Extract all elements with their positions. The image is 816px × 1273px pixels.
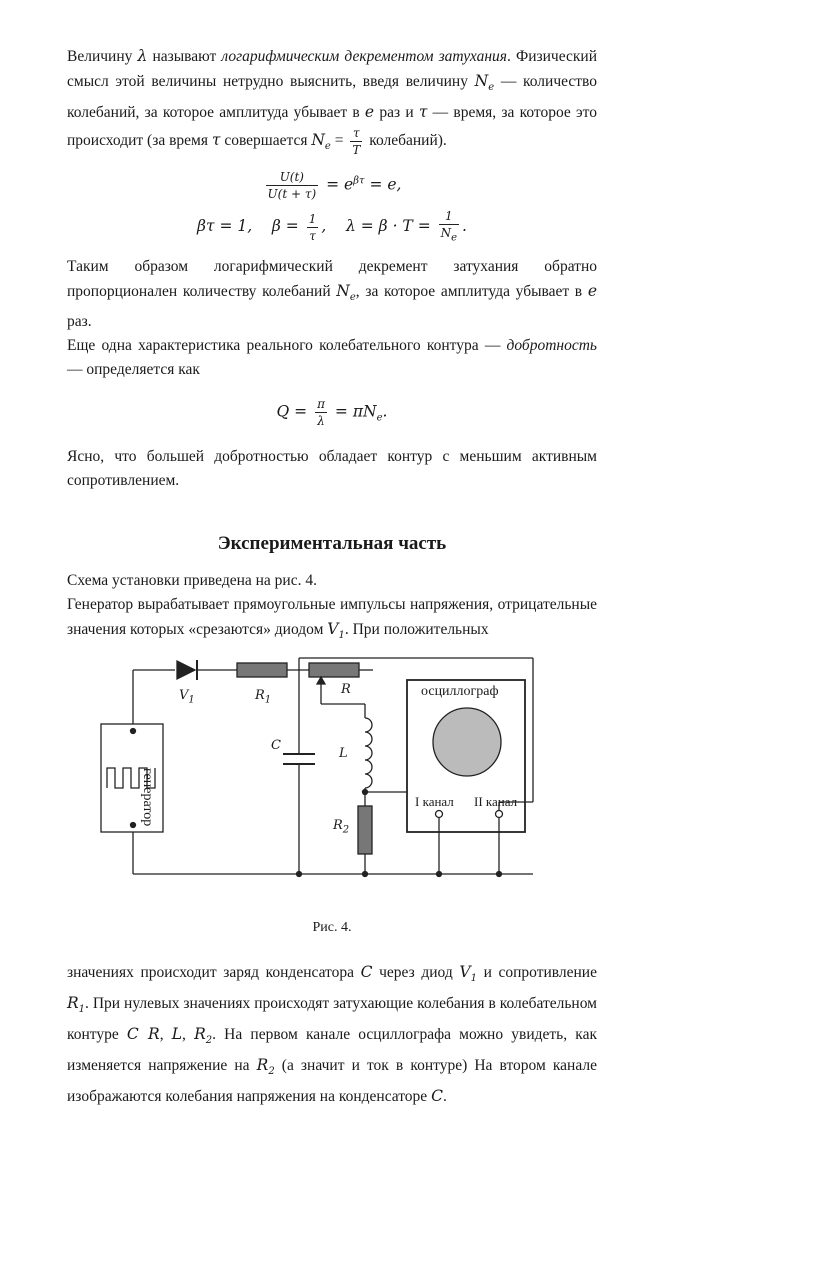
paragraph-quality-factor: Еще одна характеристика реального колебательного контура — добротность — определяется как <box>67 336 597 378</box>
node-ch1 <box>437 871 442 876</box>
label-oscilloscope: осциллограф <box>421 683 499 699</box>
resistor-r <box>309 663 359 677</box>
label-r: R <box>341 681 351 697</box>
ch2-terminal <box>496 810 503 817</box>
label-l: L <box>339 745 348 761</box>
ch1-terminal <box>436 810 443 817</box>
node-ch2 <box>497 871 502 876</box>
gen-terminal-bottom <box>131 822 136 827</box>
wiper-arrow <box>317 677 325 684</box>
paragraph-log-decrement: Величину λ называют логарифмическим декрементом затухания. Физический смысл этой величины нетрудно выяснить, введя величину $N_e$ — количество колебаний, за которое амплитуда убывает в e раз и τ — время, за которое это происходит (за время τ совершается $N_e$ = $\frac{\tau}{T}$ колебаний). <box>67 47 598 158</box>
label-c: C <box>271 737 281 753</box>
circuit-diagram <box>67 656 597 916</box>
fraction-tau-T: $\frac{\tau}{T}$ <box>352 126 361 158</box>
node-cap <box>297 871 302 876</box>
node-r2 <box>363 871 368 876</box>
inductor-l <box>365 718 372 788</box>
label-channel-1: I канал <box>415 793 454 809</box>
gen-terminal-top <box>131 728 136 733</box>
term-log-decrement: логарифмическим декрементом затухания <box>221 48 507 65</box>
section-title: Экспериментальная часть <box>217 532 447 554</box>
label-r1: $R_1$ <box>255 687 272 706</box>
equation-3: Q = $\frac{\pi}{\lambda}$ = $\pi N_e$. <box>276 396 388 428</box>
paragraph-conclusion: Ясно, что большей добротностью обладает контур с меньшим активным сопротивлением. <box>67 447 597 489</box>
paragraph-setup: Схема установки приведена на рис. 4. <box>67 571 317 589</box>
term-quality-factor: добротность <box>506 336 597 354</box>
equation-1: $\frac{U(t)}{U(t + \tau)}$ = $e^{\beta\tau} = e$, <box>267 170 402 202</box>
page-content <box>67 44 597 1109</box>
oscilloscope-screen <box>433 708 501 776</box>
equation-2: βτ = 1, β = $\frac{1}{\tau}$ , λ = β · T = $\frac{1}{N_e}$ . <box>197 209 467 244</box>
resistor-r2 <box>358 806 372 854</box>
paragraph-generator: Генератор вырабатывает прямоугольные импульсы напряжения, отрицательные значения которых «срезаются» диодом $V_1$. При положительных <box>67 595 597 641</box>
paragraph-inverse-proportional: Таким образом логарифмический декремент затухания обратно пропорционален количеству колебаний $N_e$, за которое амплитуда убывает в e раз. <box>67 257 597 330</box>
paragraph-charging: значениях происходит заряд конденсатора C через диод $V_1$ и сопротивление $R_1$. При нулевых значениях происходят затухающие колебания в колебательном контуре C R, L, $R_2$. На первом канале осциллографа можно увидеть, как изменяется напряжение на $R_2$ (а значит и ток в контуре) На втором канале изображаются колебания напряжения на конденсаторе C. <box>67 962 597 1106</box>
resistor-r1 <box>237 663 287 677</box>
label-generator: генератор <box>140 767 155 827</box>
label-v1: $V_1$ <box>179 687 195 706</box>
label-channel-2: II канал <box>474 793 518 809</box>
label-r2: $R_2$ <box>333 817 350 836</box>
figure-caption: Рис. 4. <box>312 919 352 935</box>
diode-v1 <box>177 661 195 679</box>
